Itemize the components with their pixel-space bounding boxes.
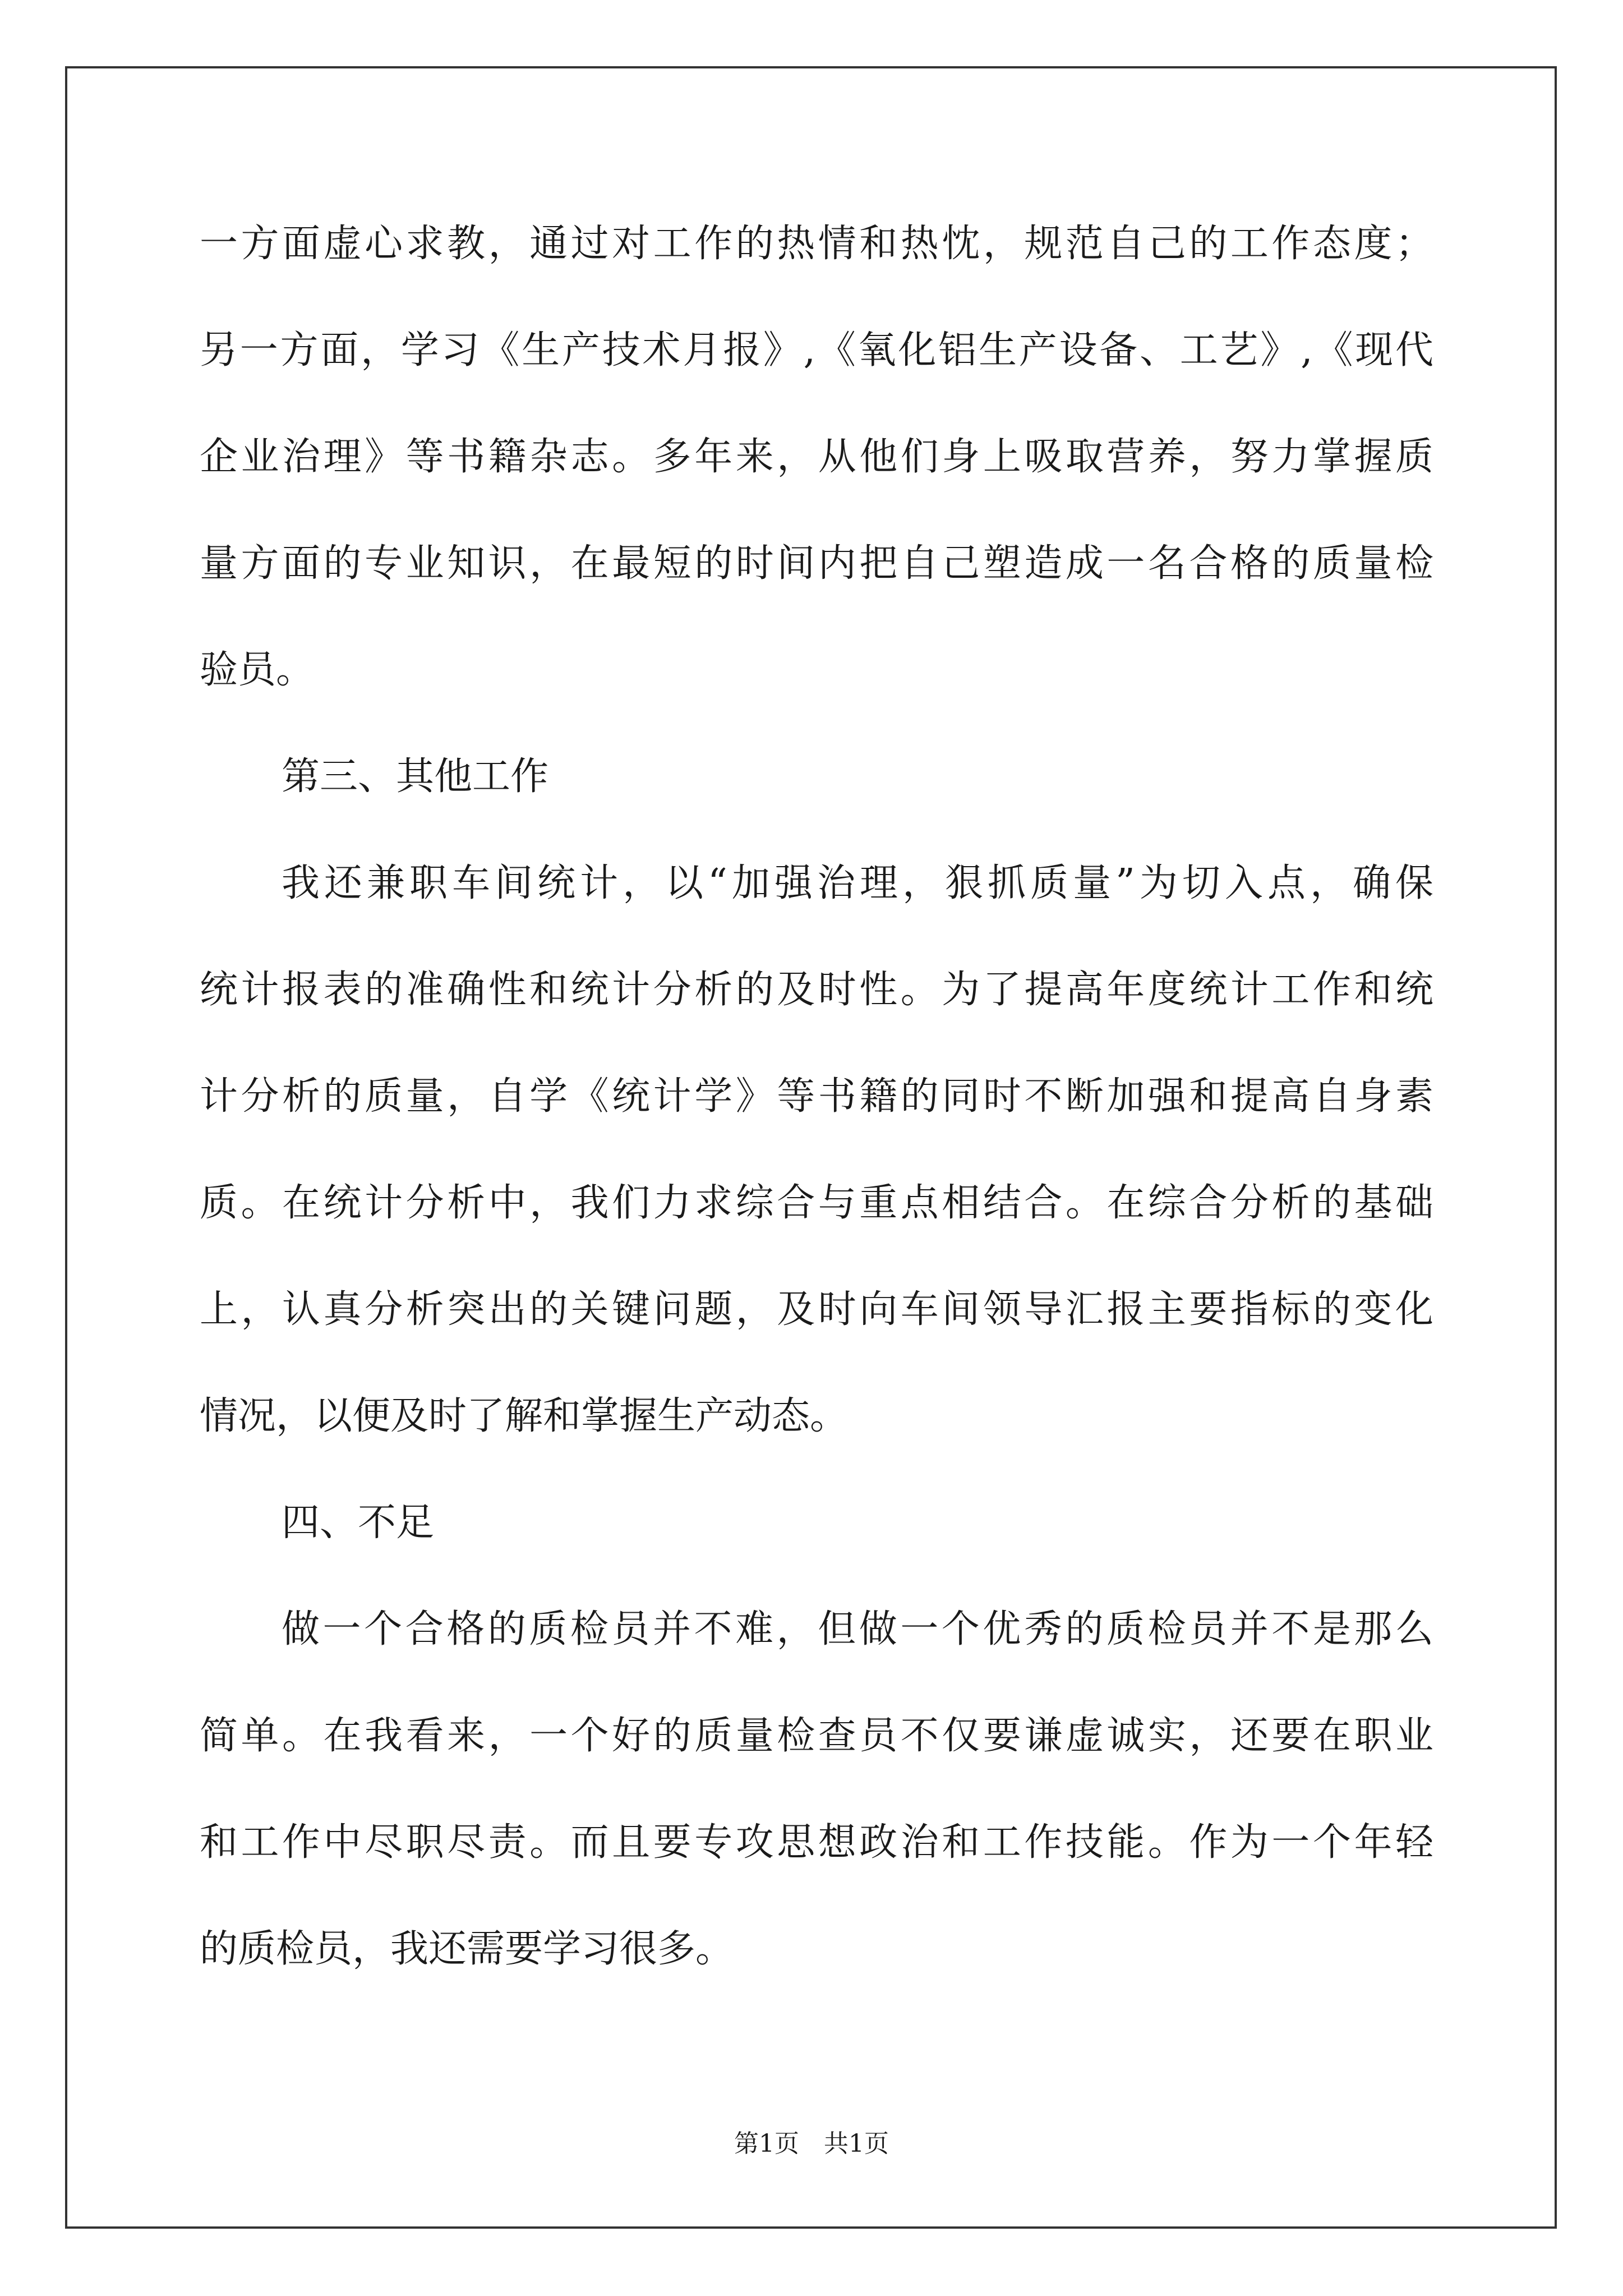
document-body [200, 191, 1433, 2003]
text-line: 另一方面，学习《生产技术月报》,《氧化铝生产设备、工艺》,《现代 [200, 328, 1433, 372]
text-line: 和工作中尽职尽责。而且要专攻思想政治和工作技能。作为一个年轻 [200, 1820, 1433, 1865]
page-number-footer: 第1页 共1页 [734, 2129, 889, 2158]
text-line: 质。在统计分析中，我们力求综合与重点相结合。在综合分析的基础 [200, 1181, 1433, 1225]
section-heading-shortcomings: 四、不足 [282, 1501, 435, 1545]
text-line: 企业治理》等书籍杂志。多年来，从他们身上吸取营养，努力掌握质 [200, 435, 1433, 479]
text-line: 验员。 [200, 648, 315, 692]
text-line: 计分析的质量，自学《统计学》等书籍的同时不断加强和提高自身素 [200, 1074, 1433, 1119]
text-line: 一方面虚心求教，通过对工作的热情和热忱，规范自己的工作态度； [200, 222, 1433, 266]
text-line: 量方面的专业知识，在最短的时间内把自己塑造成一名合格的质量检 [200, 541, 1433, 586]
section-heading-other-work: 第三、其他工作 [282, 754, 549, 799]
text-line: 的质检员，我还需要学习很多。 [200, 1927, 734, 1971]
text-line: 统计报表的准确性和统计分析的及时性。为了提高年度统计工作和统 [200, 968, 1433, 1012]
text-line: 上，认真分析突出的关键问题，及时向车间领导汇报主要指标的变化 [200, 1287, 1433, 1332]
text-line: 做一个合格的质检员并不难，但做一个优秀的质检员并不是那么 [282, 1607, 1433, 1651]
text-line: 简单。在我看来，一个好的质量检查员不仅要谦虚诚实，还要在职业 [200, 1714, 1433, 1758]
text-line: 我还兼职车间统计，以“加强治理，狠抓质量”为切入点，确保 [282, 861, 1433, 905]
text-line: 情况，以便及时了解和掌握生产动态。 [200, 1394, 849, 1438]
